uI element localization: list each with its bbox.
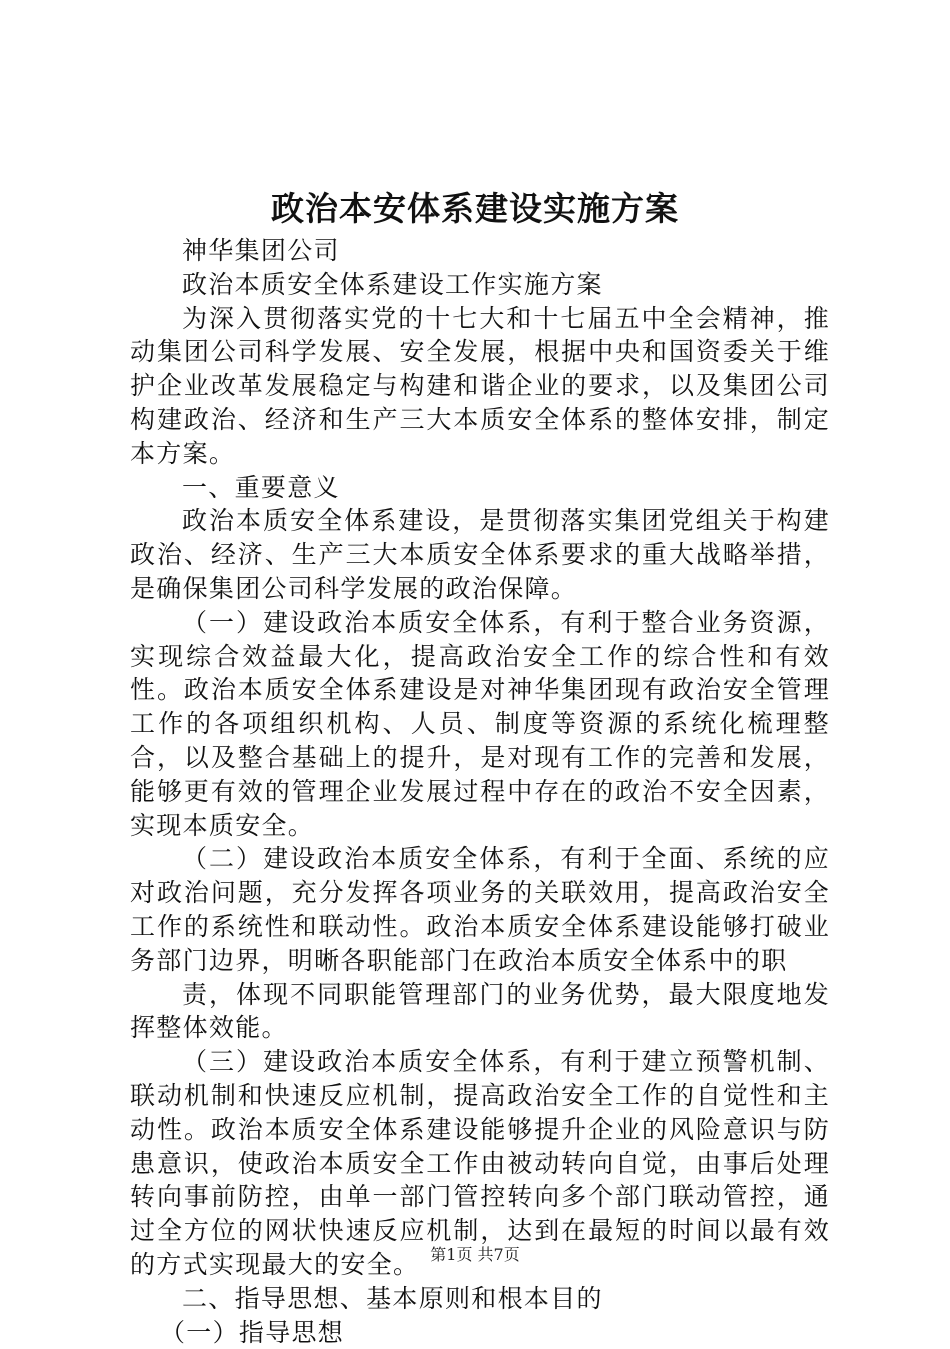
paragraph-intro: 为深入贯彻落实党的十七大和十七届五中全会精神，推动集团公司科学发展、安全发展，根据中央和国资委关于维护企业改革发展稳定与构建和谐企业的要求，以及集团公司构建政治、经济和生产三大本质安全体系的整体安排，制定本方案。: [130, 302, 830, 471]
page-number: 第1页 共7页: [0, 1243, 950, 1267]
paragraph-significance: 政治本质安全体系建设，是贯彻落实集团党组关于构建政治、经济、生产三大本质安全体系要求的重大战略举措，是确保集团公司科学发展的政治保障。: [130, 504, 830, 605]
paragraph-point-2-continued: 责，体现不同职能管理部门的业务优势，最大限度地发挥整体效能。: [130, 978, 830, 1046]
paragraph-subtitle: 政治本质安全体系建设工作实施方案: [130, 268, 830, 302]
document-body: [130, 234, 830, 1349]
paragraph-point-3: （三）建设政治本质安全体系，有利于建立预警机制、联动机制和快速反应机制，提高政治安全工作的自觉性和主动性。政治本质安全体系建设能够提升企业的风险意识与防患意识，使政治本质安全工作由被动转向自觉，由事后处理转向事前防控，由单一部门管控转向多个部门联动管控，通过全方位的网状快速反应机制，达到在最短的时间以最有效的方式实现最大的安全。: [130, 1045, 830, 1282]
paragraph-point-1: （一）建设政治本质安全体系，有利于整合业务资源，实现综合效益最大化，提高政治安全工作的综合性和有效性。政治本质安全体系建设是对神华集团现有政治安全管理工作的各项组织机构、人员、制度等资源的系统化梳理整合，以及整合基础上的提升，是对现有工作的完善和发展，能够更有效的管理企业发展过程中存在的政治不安全因素，实现本质安全。: [130, 606, 830, 843]
paragraph-point-2: （二）建设政治本质安全体系，有利于全面、系统的应对政治问题，充分发挥各项业务的关联效用，提高政治安全工作的系统性和联动性。政治本质安全体系建设能够打破业务部门边界，明晰各职能部门在政治本质安全体系中的职: [130, 842, 830, 977]
section-heading-2: 二、指导思想、基本原则和根本目的: [130, 1282, 830, 1316]
section-heading-1: 一、重要意义: [130, 471, 830, 505]
document-title: 政治本安体系建设实施方案: [0, 183, 950, 235]
paragraph-company: 神华集团公司: [130, 234, 830, 268]
subsection-heading: （一）指导思想: [130, 1316, 830, 1349]
